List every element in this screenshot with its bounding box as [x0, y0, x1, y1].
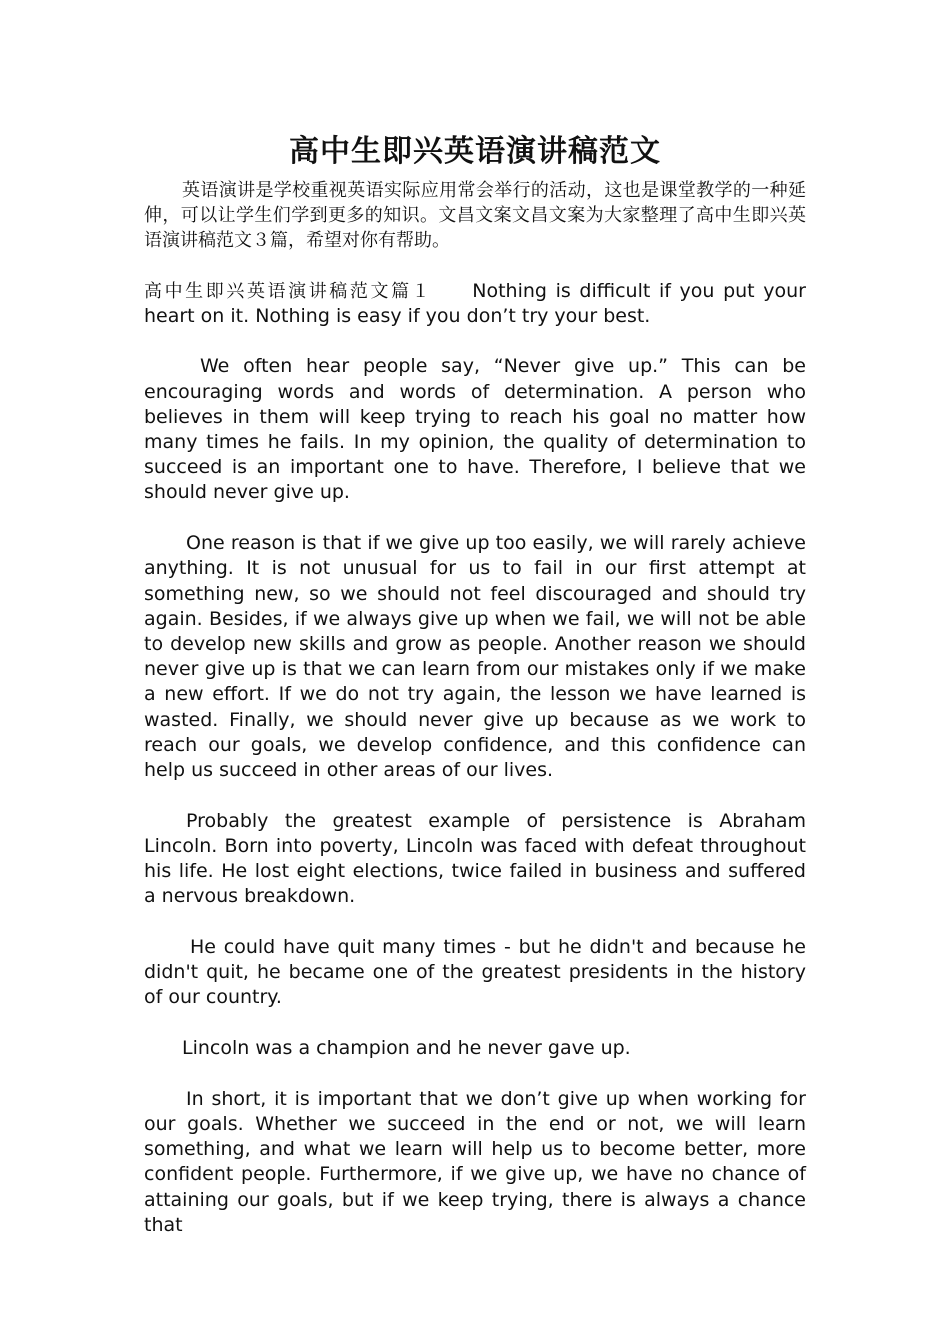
paragraph-1: Nothing is difficult if you put your heart on it. Nothing is easy if you don’t try your best. [144, 279, 806, 327]
paragraph-3: One reason is that if we give up too easily, we will rarely achieve anything. It is not unusual for us to fail in our first attempt at something new, so we should not feel discouraged and should try again. Besides, if we always give up when we fail, we will not be able to develop new skills and grow as people. Another reason we should never give up is that we can learn from our mistakes only if we make a new effort. If we do not try again, the lesson we have learned is wasted. Finally, we should never give up because as we work to reach our goals, we develop confidence, and this confidence can help us succeed in other areas of our lives. [144, 532, 806, 781]
section-first-paragraph [144, 279, 806, 329]
paragraph-5: He could have quit many times - but he didn't and because he didn't quit, he became one of the greatest presidents in the history of our country. [144, 935, 806, 1009]
paragraph-7: In short, it is important that we don’t give up when working for our goals. Whether we succeed in the end or not, we will learn something, and what we learn will help us to become better, more confident people. Furthermore, if we give up, we have no chance of attaining our goals, but if we keep trying, there is always a chance that [144, 1087, 806, 1236]
document-title: 高中生即兴英语演讲稿范文 [289, 134, 661, 169]
intro-paragraph: 英语演讲是学校重视英语实际应用常会举行的活动，这也是课堂教学的一种延伸，可以让学生们学到更多的知识。文昌文案文昌文案为大家整理了高中生即兴英语演讲稿范文３篇，希望对你有帮助。 [144, 180, 806, 251]
document-body [144, 128, 806, 1238]
paragraph-2: We often hear people say, “Never give up.” This can be encouraging words and words of determination. A person who believes in them will keep trying to reach his goal no matter how many times he fails. In my opinion, the quality of determination to succeed is an important one to have. Therefore, I believe that we should never give up. [144, 355, 806, 504]
paragraph-6: Lincoln was a champion and he never gave up. [182, 1037, 631, 1060]
section-label: 高中生即兴英语演讲稿范文篇１ [144, 280, 433, 302]
paragraph-4: Probably the greatest example of persistence is Abraham Lincoln. Born into poverty, Lincoln was faced with defeat throughout his life. He lost eight elections, twice failed in business and suffered a nervous breakdown. [144, 809, 806, 908]
